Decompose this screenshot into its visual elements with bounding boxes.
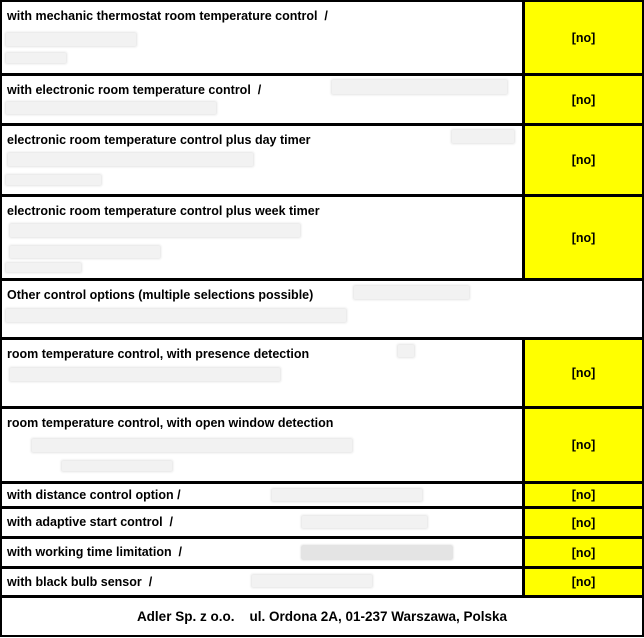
redacted-area [354,286,469,299]
redacted-area [332,80,507,94]
label-cell [2,409,522,481]
row-label: electronic room temperature control plus day timer [7,133,311,147]
row-label: with adaptive start control / [7,515,173,529]
table-row [2,76,642,126]
section-header-row [2,281,642,340]
redacted-area [8,153,253,166]
value-cell [522,409,642,481]
row-label: with distance control option / [7,487,181,502]
table-row [2,409,642,484]
table-row [2,509,642,539]
row-value: [no] [571,230,596,245]
value-cell [522,569,642,595]
value-cell [522,539,642,566]
label-cell [2,126,522,194]
label-cell [2,76,522,123]
row-value: [no] [571,488,596,502]
table-row [2,197,642,281]
table-row [2,484,642,509]
row-value: [no] [571,366,596,380]
redacted-area [6,33,136,46]
label-cell [2,569,522,595]
table-row [2,2,642,76]
row-label: with electronic room temperature control / [7,83,262,97]
company-footer-text: Adler Sp. z o.o. ul. Ordona 2A, 01-237 Warszawa, Polska [136,609,508,624]
label-cell [2,484,522,506]
redacted-area [452,130,514,143]
label-cell [2,340,522,406]
row-label: with black bulb sensor / [7,574,153,589]
label-cell [2,281,642,337]
redacted-area [6,102,216,114]
table-row [2,569,642,598]
redacted-area [6,175,101,185]
label-cell [2,539,522,566]
redacted-area [398,345,414,357]
redacted-area [252,575,372,587]
value-cell [522,126,642,194]
row-label: room temperature control, with open window detection [7,416,334,430]
label-cell [2,509,522,536]
value-cell [522,340,642,406]
row-value: [no] [571,153,596,167]
redacted-area [10,224,300,237]
redacted-area [302,516,427,528]
redacted-area [6,263,81,272]
value-cell [522,197,642,278]
row-label: room temperature control, with presence detection [7,347,310,361]
row-value: [no] [571,515,596,530]
value-cell [522,484,642,506]
row-value: [no] [571,575,596,589]
label-cell [2,197,522,278]
redacted-area [6,53,66,63]
redacted-area [10,246,160,258]
company-footer [2,598,642,635]
value-cell [522,76,642,123]
row-value: [no] [571,30,596,45]
redacted-area [272,489,422,501]
redacted-area [32,439,352,452]
value-cell [522,2,642,73]
row-label: with mechanic thermostat room temperature control / [7,9,328,23]
redacted-area [62,461,172,471]
redacted-area [10,368,280,381]
table-row [2,126,642,197]
table-row [2,340,642,409]
row-value: [no] [571,92,596,107]
redacted-area [302,546,452,559]
row-label: electronic room temperature control plus week timer [7,204,320,218]
row-value: [no] [571,545,596,560]
label-cell [2,2,522,73]
value-cell [522,509,642,536]
row-label: with working time limitation / [7,545,183,559]
row-value: [no] [571,438,596,452]
section-header-label: Other control options (multiple selections possible) [7,288,314,302]
redacted-area [6,309,346,322]
table-row [2,539,642,569]
